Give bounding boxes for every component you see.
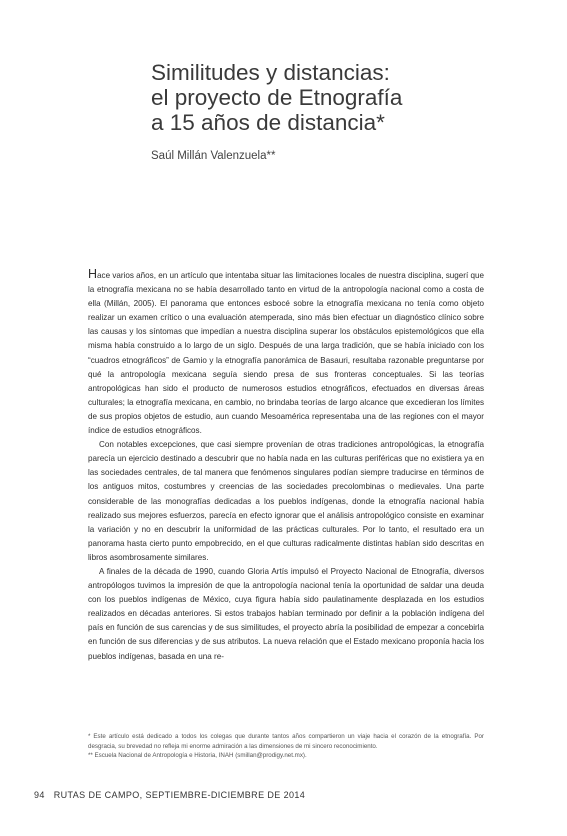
paragraph-3: A finales de la década de 1990, cuando Gloria Artís impulsó el Proyecto Nacional de Etnografía, diversos antropólogos tuvimos la impresión de que la antropología nacional tenía la oportunidad de saldar una deuda con los pueblos indígenas de México, cuya figura había sido paulatinamente desplazada en los estudios realizados en décadas anteriores. Si estos trabajos habían terminado por definir a la población indígena del país en función de sus carencias y de sus similitudes, el proyecto abría la posibilidad de empezar a concebirla en función de sus diferencias y de sus atributos. La nueva relación que el Estado mexicano proponía hacia los pueblos indígenas, basada en una re- <box>88 566 484 661</box>
paragraph-2: Con notables excepciones, que casi siempre provenían de otras tradiciones antropológicas, la etnografía parecía un ejercicio destinado a descubrir que no había nada en las culturas periféricas que no existiera ya en las sociedades centrales, de tal manera que fenómenos singulares podían siempre traducirse en términos de los antiguos mitos, costumbres y creencias de las sociedades precolombinas o medievales. Una parte considerable de las monografías dedicadas a los pueblos indígenas, donde la etnografía nacional había realizado sus mejores esfuerzos, parecía en efecto ignorar que el análisis antropológico consiste en examinar la variación y no en descubrir la uniformidad de las prácticas culturales. Por lo tanto, el resultado era un panorama hasta cierto punto empobrecido, en el que culturas radicalmente distintas habían sido descritas en libros asombrosamente similares. <box>88 440 484 562</box>
paragraph-1 <box>88 268 484 438</box>
page-number: 94 <box>34 790 45 800</box>
footnotes <box>88 732 484 761</box>
title-line-2: el proyecto de Etnografía <box>151 85 403 110</box>
author-name: Saúl Millán Valenzuela** <box>151 150 276 162</box>
running-head: RUTAS DE CAMPO, SEPTIEMBRE-DICIEMBRE DE 2014 <box>53 790 306 800</box>
title-line-1: Similitudes y distancias: <box>151 60 390 85</box>
drop-cap: H <box>88 267 98 281</box>
page-footer <box>34 790 305 800</box>
article-title <box>151 60 531 135</box>
paragraph-1-text: ace varios años, en un artículo que intentaba situar las limitaciones locales de nuestra disciplina, sugerí que la etnografía mexicana no se había desarrollado tanto en virtud de la antropología nacional como a costa de ella (Millán, 2005). El panorama que entonces esbocé sobre la etnografía mexicana no tenía como objeto realizar un examen crítico o una evaluación atemperada, sino más bien efectuar un diagnóstico clínico sobre las causas y los síntomas que impedían a nuestra disciplina superar los obstáculos epistemológicos que ella misma había construido a lo largo de un siglo. Después de una larga tradición, que se había iniciado con los “cuadros etnográficos” de Gamio y la etnografía panorámica de Basauri, resultaba razonable preguntarse por qué la antropología mexicana seguía siendo presa de sus fronteras conceptuales. Si las teorías antropológicas han sido el producto de numerosos estudios etnográficos, efectuados en diversas áreas culturales; la etnografía mexicana, en cambio, no brindaba teorías de largo alcance que excedieran los límites de sus propios objetos de estudio, aun cuando Mesoamérica representaba una de las regiones con el mayor índice de estudios etnográficos. <box>88 271 484 436</box>
footnote-2: ** Escuela Nacional de Antropología e Historia, INAH (smillan@prodigy.net.mx). <box>88 752 307 760</box>
title-line-3: a 15 años de distancia* <box>151 110 385 135</box>
footnote-1: * Este artículo está dedicado a todos los colegas que durante tantos años compartieron un viaje hacia el corazón de la etnografía. Por desgracia, su brevedad no refleja mi enorme admiración a las dimensiones de mi sincero reconocimiento. <box>88 733 484 750</box>
article-body <box>88 268 484 664</box>
